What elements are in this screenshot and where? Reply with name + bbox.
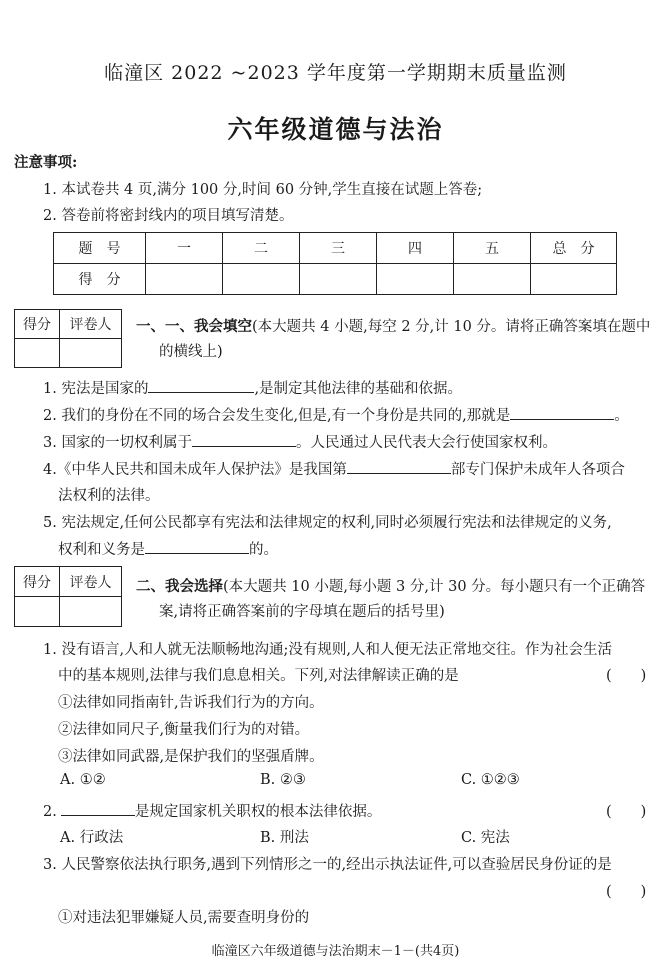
s1-question-5-cont <box>58 538 278 559</box>
grader-score-label: 得分 <box>15 310 60 339</box>
grader-box-2 <box>14 566 122 627</box>
answer-parentheses[interactable]: ( ) <box>606 884 647 900</box>
q2-option-a[interactable]: A. 行政法 <box>60 830 124 846</box>
score-header-cell: 三 <box>300 233 377 264</box>
s1-question-1 <box>43 377 462 398</box>
score-cell[interactable] <box>223 264 300 295</box>
grader-box-1 <box>14 309 122 368</box>
q1-option-a[interactable]: A. ①② <box>60 772 106 788</box>
score-cell[interactable] <box>531 264 617 295</box>
notice-item-1: 1. 本试卷共 4 页,满分 100 分,时间 60 分钟,学生直接在试题上答卷; <box>43 182 483 198</box>
score-cell[interactable] <box>146 264 223 295</box>
answer-blank[interactable] <box>145 539 249 554</box>
answer-blank[interactable] <box>510 405 614 420</box>
q1-text-b: ,是制定其他法律的基础和依据。 <box>254 381 463 397</box>
q5-text-c: 的。 <box>249 542 278 558</box>
section2-heading-line <box>136 575 645 596</box>
s1-question-3 <box>43 431 557 452</box>
answer-parentheses[interactable]: ( ) <box>606 804 647 820</box>
score-header-cell: 总 分 <box>531 233 617 264</box>
s2-question-1: 1. 没有语言,人和人就无法顺畅地沟通;没有规则,人和人便无法正常地交往。作为社会生活 <box>43 642 613 658</box>
s2-question-2 <box>43 800 381 821</box>
q3-text-a: 3. 国家的一切权利属于 <box>43 435 192 451</box>
section2-instruction-cont: 案,请将正确答案前的字母填在题后的括号里) <box>159 604 445 620</box>
q2-option-b[interactable]: B. 刑法 <box>260 830 309 846</box>
s2-question-3: 3. 人民警察依法执行职务,遇到下列情形之一的,经出示执法证件,可以查验居民身份证的是 <box>43 857 612 873</box>
section2-instruction: (本大题共 10 小题,每小题 3 分,计 30 分。每小题只有一个正确答 <box>223 579 646 595</box>
grader-name-label: 评卷人 <box>60 567 122 597</box>
score-cell[interactable] <box>454 264 531 295</box>
section2-heading: 二、我会选择 <box>136 578 223 595</box>
answer-blank[interactable] <box>61 801 135 816</box>
score-row-label: 得 分 <box>54 264 146 295</box>
s1-question-2 <box>43 404 629 425</box>
notice-label: 注意事项: <box>14 154 78 171</box>
grader-name-cell[interactable] <box>60 597 122 627</box>
score-header-cell: 四 <box>377 233 454 264</box>
q2-text: 是规定国家机关职权的根本法律依据。 <box>134 804 382 820</box>
notice-item-2: 2. 答卷前将密封线内的项目填写清楚。 <box>43 208 294 224</box>
q1-option-b[interactable]: B. ②③ <box>260 772 306 788</box>
score-table-score-row <box>54 264 617 295</box>
q2-text-b: 。 <box>614 408 629 424</box>
q1-text-a: 1. 宪法是国家的 <box>43 381 149 397</box>
grader-name-label: 评卷人 <box>60 310 122 339</box>
score-header-cell: 五 <box>454 233 531 264</box>
q1-statement-3: ③法律如同武器,是保护我们的坚强盾牌。 <box>58 749 324 765</box>
answer-blank[interactable] <box>148 378 254 393</box>
q2-number: 2. <box>43 804 57 820</box>
section1-instruction: (本大题共 4 小题,每空 2 分,计 10 分。请将正确答案填在题中 <box>252 319 651 335</box>
section1-heading: 一、一、我会填空 <box>136 318 252 335</box>
subject-title: 六年级道德与法治 <box>227 115 444 144</box>
q4-text-a: 4.《中华人民共和国未成年人保护法》是我国第 <box>43 462 347 478</box>
q1-option-c[interactable]: C. ①②③ <box>461 772 520 788</box>
page-footer: 临潼区六年级道德与法治期末－1－(共4页) <box>211 944 460 959</box>
grader-score-label: 得分 <box>15 567 60 597</box>
q4-text-b: 部专门保护未成年人各项合 <box>450 462 625 478</box>
q5-text-b: 权利和义务是 <box>58 542 145 558</box>
q1-statement-2: ②法律如同尺子,衡量我们行为的对错。 <box>58 722 310 738</box>
score-header-cell: 题 号 <box>54 233 146 264</box>
q2-text-a: 2. 我们的身份在不同的场合会发生变化,但是,有一个身份是共同的,那就是 <box>43 408 511 424</box>
grader-score-cell[interactable] <box>15 597 60 627</box>
score-header-cell: 一 <box>146 233 223 264</box>
answer-blank[interactable] <box>347 459 451 474</box>
s1-question-4 <box>43 458 625 479</box>
s1-question-4-cont: 法权利的法律。 <box>58 488 160 504</box>
exam-title: 临潼区 2022 ~2023 学年度第一学期期末质量监测 <box>104 62 567 84</box>
q3-statement-1: ①对违法犯罪嫌疑人员,需要查明身份的 <box>58 910 310 926</box>
score-table-header-row <box>54 233 617 264</box>
section1-instruction-cont: 的横线上) <box>159 344 223 360</box>
s2-question-1-cont: 中的基本规则,法律与我们息息相关。下列,对法律解读正确的是 <box>58 668 459 684</box>
q3-text-b: 。人民通过人民代表大会行使国家权利。 <box>295 435 557 451</box>
answer-blank[interactable] <box>192 432 296 447</box>
answer-parentheses[interactable]: ( ) <box>606 668 647 684</box>
score-cell[interactable] <box>377 264 454 295</box>
s1-question-5: 5. 宪法规定,任何公民都享有宪法和法律规定的权利,同时必须履行宪法和法律规定的义务, <box>43 515 612 531</box>
score-header-cell: 二 <box>223 233 300 264</box>
section1-heading-line <box>136 315 650 336</box>
score-table <box>53 232 617 295</box>
q2-option-c[interactable]: C. 宪法 <box>461 830 510 846</box>
score-cell[interactable] <box>300 264 377 295</box>
grader-score-cell[interactable] <box>15 339 60 368</box>
grader-name-cell[interactable] <box>60 339 122 368</box>
q1-statement-1: ①法律如同指南针,告诉我们行为的方向。 <box>58 695 324 711</box>
